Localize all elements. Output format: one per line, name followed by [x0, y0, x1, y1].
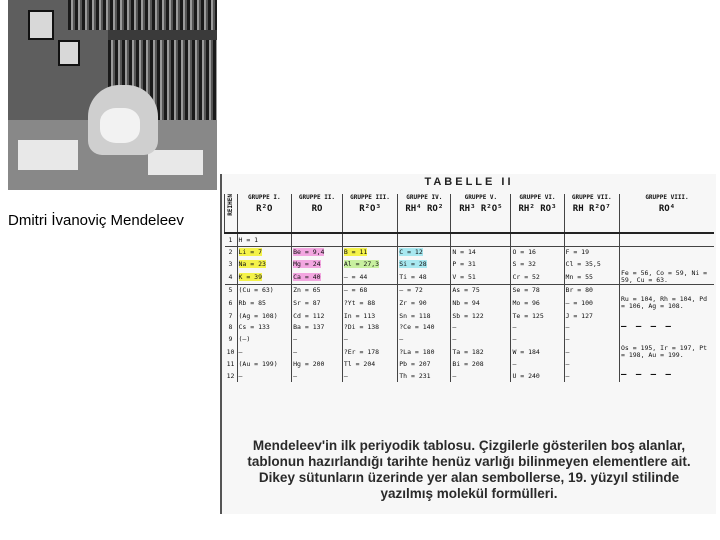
table-cell	[398, 345, 451, 359]
table-row	[225, 284, 715, 296]
table-cell	[564, 322, 619, 334]
table-row	[225, 296, 715, 310]
table-cell	[620, 370, 715, 382]
table-cell	[398, 246, 451, 258]
group-formula: RH² RO³	[518, 204, 557, 214]
element-entry: — = 68	[343, 286, 368, 295]
table-cell	[342, 310, 397, 322]
table-row	[225, 359, 715, 371]
periodic-table	[224, 194, 714, 382]
group-header-2	[292, 194, 343, 233]
element-entry: Sr = 87	[293, 299, 321, 307]
table-cell	[511, 233, 564, 246]
table-cell	[398, 333, 451, 345]
element-entry: —	[565, 360, 570, 369]
group-header-4	[398, 194, 451, 233]
group-name: GRUPPE II.	[298, 194, 336, 201]
row-number: 9	[228, 334, 233, 343]
table-cell	[564, 333, 619, 345]
group-formula: R²O	[256, 204, 273, 214]
table-row	[225, 310, 715, 322]
element-entry: H = 1	[238, 235, 259, 244]
table-row	[225, 246, 715, 258]
element-entry: Ru = 104, Rh = 104, Pd = 106, Ag = 108.	[621, 296, 708, 310]
group-formula: RO	[311, 204, 323, 214]
element-entry: Li = 7	[238, 248, 262, 257]
group-name: GRUPPE VII.	[571, 194, 612, 201]
group-formula: RH R²O⁷	[572, 204, 611, 214]
table-cell	[564, 246, 619, 258]
table-cell	[398, 233, 451, 246]
element-entry: — = 72	[399, 286, 423, 295]
table-cell	[511, 258, 564, 270]
element-entry: Ca = 40	[293, 272, 321, 281]
table-cell	[620, 333, 715, 345]
table-cell	[564, 258, 619, 270]
row-number: 4	[228, 272, 233, 281]
row-number: 12	[226, 371, 235, 380]
element-entry: Al = 27,3	[343, 259, 380, 268]
element-entry: Zr = 90	[399, 299, 427, 307]
element-entry: —	[238, 371, 243, 380]
element-entry: Na = 23	[238, 259, 266, 268]
element-entry: —	[512, 360, 517, 369]
table-cell	[451, 333, 511, 345]
table-cell	[237, 246, 292, 258]
table-title: TABELLE II	[424, 176, 514, 188]
element-entry: —	[238, 347, 243, 356]
table-cell	[451, 310, 511, 322]
element-entry: —	[452, 334, 457, 343]
table-cell	[342, 345, 397, 359]
photo-caption: Dmitri İvanoviç Mendeleev	[8, 212, 184, 229]
group-name: GRUPPE IV.	[406, 194, 443, 201]
element-entry: S = 32	[512, 259, 536, 268]
table-cell	[511, 270, 564, 285]
table-cell	[620, 246, 715, 258]
mendeleev-photo	[8, 0, 217, 190]
table-cell	[342, 233, 397, 246]
table-cell	[292, 258, 343, 270]
element-entry: —	[343, 334, 348, 343]
photo-paper	[148, 150, 203, 175]
table-note: Mendeleev'in ilk periyodik tablosu. Çizgilerle gösterilen boş alanlar, tablonun hazırlandığı tarihte henüz varlığı bilinmeyen elementlere ait. Dikey sütunların üzerinde yer alan sembollerse, 19. yüzyıl stilinde yazılmış molekül formülleri.	[247, 438, 691, 501]
table-cell	[620, 359, 715, 371]
element-entry: — = 44	[343, 272, 368, 281]
table-cell	[511, 296, 564, 310]
element-entry: Ba = 137	[293, 323, 325, 332]
element-entry: Se = 78	[512, 286, 540, 295]
element-entry: Sb = 122	[452, 311, 484, 320]
element-entry: ?Di = 138	[343, 323, 380, 332]
element-entry: (Au = 199)	[238, 360, 278, 369]
table-cell	[511, 370, 564, 382]
element-entry: Ti = 48	[399, 272, 427, 281]
element-entry: —	[512, 334, 517, 343]
element-entry: O = 16	[512, 248, 536, 257]
table-row	[225, 322, 715, 334]
table-cell	[292, 333, 343, 345]
photo-frame	[58, 40, 80, 66]
table-cell	[398, 322, 451, 334]
element-entry: F = 19	[565, 248, 590, 257]
photo-beard	[100, 108, 140, 143]
element-entry: Ta = 182	[452, 347, 484, 356]
element-entry: As = 75	[452, 286, 480, 295]
table-cell	[620, 296, 715, 310]
table-cell	[237, 345, 292, 359]
element-entry: Mo = 96	[512, 299, 540, 307]
element-entry: (—)	[238, 334, 251, 343]
row-number: 6	[228, 299, 233, 307]
table-cell	[451, 345, 511, 359]
table-row	[225, 333, 715, 345]
table-cell	[237, 284, 292, 296]
row-number: 8	[228, 323, 233, 332]
group-formula: RH⁴ RO²	[405, 204, 444, 214]
table-cell	[292, 359, 343, 371]
table-cell	[451, 296, 511, 310]
table-body	[225, 233, 715, 382]
element-entry: —	[565, 371, 570, 380]
element-entry: —	[399, 334, 404, 343]
table-cell	[342, 359, 397, 371]
element-entry: Si = 28	[399, 259, 427, 268]
group-formula: RH³ R²O⁵	[459, 204, 503, 214]
element-entry: Zn = 65	[293, 286, 321, 295]
table-cell	[451, 322, 511, 334]
element-entry: U = 240	[512, 371, 540, 380]
table-cell	[292, 370, 343, 382]
table-cell	[620, 233, 715, 246]
element-entry: In = 113	[343, 311, 376, 320]
group-formula: RO⁴	[658, 204, 676, 214]
element-entry: —	[343, 371, 348, 380]
table-cell	[398, 270, 451, 285]
table-cell	[451, 370, 511, 382]
row-number: 10	[226, 347, 235, 356]
table-cell	[292, 296, 343, 310]
table-cell	[564, 296, 619, 310]
table-cell	[237, 270, 292, 285]
row-header: REIHEN	[227, 194, 235, 216]
element-entry: Cl = 35,5	[565, 259, 601, 268]
table-cell	[237, 322, 292, 334]
table-header-row	[225, 194, 715, 233]
table-cell	[564, 370, 619, 382]
element-entry: P = 31	[452, 259, 476, 268]
table-cell	[511, 333, 564, 345]
element-entry: W = 184	[512, 347, 540, 356]
element-entry: —	[565, 334, 570, 343]
table-cell	[342, 246, 397, 258]
table-cell	[342, 322, 397, 334]
table-cell	[342, 370, 397, 382]
element-entry: V = 51	[452, 272, 476, 281]
table-row	[225, 233, 715, 246]
photo-frame	[28, 10, 54, 40]
element-entry: —	[565, 323, 570, 332]
table-cell	[451, 270, 511, 285]
table-cell	[511, 359, 564, 371]
element-entry: Cd = 112	[293, 311, 325, 320]
table-cell	[292, 310, 343, 322]
table-cell	[620, 310, 715, 322]
group-name: GRUPPE VIII.	[645, 194, 689, 201]
table-cell	[451, 258, 511, 270]
table-cell	[398, 370, 451, 382]
group-formula: R²O³	[359, 204, 381, 214]
element-entry: Nb = 94	[452, 299, 480, 307]
table-cell	[451, 359, 511, 371]
table-cell	[237, 296, 292, 310]
table-cell	[451, 246, 511, 258]
group-header-7	[564, 194, 619, 233]
table-cell	[237, 258, 292, 270]
table-row	[225, 258, 715, 270]
element-entry: ?La = 180	[399, 347, 435, 356]
element-entry: Be = 9,4	[293, 248, 325, 257]
group-name: GRUPPE III.	[350, 194, 390, 201]
table-cell	[620, 258, 715, 270]
table-cell	[620, 270, 715, 285]
table-cell	[511, 310, 564, 322]
table-cell	[237, 370, 292, 382]
element-entry: —	[512, 323, 517, 332]
table-cell	[511, 345, 564, 359]
photo-paper	[18, 140, 78, 170]
row-header-cell	[225, 194, 238, 233]
group-header-6	[511, 194, 564, 233]
group-header-3	[342, 194, 397, 233]
table-cell	[292, 284, 343, 296]
table-cell	[398, 310, 451, 322]
table-cell	[342, 258, 397, 270]
element-entry: —	[293, 347, 298, 356]
table-cell	[398, 359, 451, 371]
table-cell	[564, 270, 619, 285]
element-entry: ?Er = 178	[343, 347, 380, 356]
element-entry: Fe = 56, Co = 59, Ni = 59, Cu = 63.	[621, 269, 708, 284]
element-entry: ?Yt = 88	[343, 299, 376, 307]
element-entry: —	[293, 334, 298, 343]
element-entry: Br = 80	[565, 286, 593, 295]
group-header-8	[620, 194, 715, 233]
table-cell	[342, 333, 397, 345]
table-row	[225, 370, 715, 382]
table-cell	[451, 233, 511, 246]
table-cell	[292, 345, 343, 359]
table-cell	[620, 284, 715, 296]
element-entry: ?Ce = 140	[399, 323, 435, 332]
element-entry: Cr = 52	[512, 272, 540, 281]
row-number: 3	[228, 259, 233, 268]
table-cell	[451, 284, 511, 296]
element-entry: —	[452, 371, 457, 380]
element-entry: B = 11	[343, 248, 368, 257]
photo-bookshelf-top	[68, 0, 217, 30]
table-cell	[342, 284, 397, 296]
element-entry: Hg = 200	[293, 360, 325, 369]
table-cell	[564, 233, 619, 246]
table-cell	[398, 284, 451, 296]
element-entry: — = 100	[565, 299, 593, 307]
group-name: GRUPPE VI.	[519, 194, 556, 201]
element-entry: C = 12	[399, 248, 423, 257]
group-name: GRUPPE V.	[464, 194, 498, 201]
table-cell	[511, 322, 564, 334]
group-header-5	[451, 194, 511, 233]
table-cell	[292, 233, 343, 246]
table-cell	[620, 322, 715, 334]
element-entry: —	[293, 371, 298, 380]
table-cell	[511, 246, 564, 258]
group-header-1	[237, 194, 292, 233]
element-entry: Mg = 24	[293, 259, 321, 268]
table-cell	[237, 333, 292, 345]
table-cell	[237, 310, 292, 322]
element-entry: Sn = 118	[399, 311, 431, 320]
element-entry: —	[452, 323, 457, 332]
table-cell	[564, 284, 619, 296]
element-entry: J = 127	[565, 311, 593, 320]
table-cell	[620, 345, 715, 359]
table-cell	[342, 296, 397, 310]
table-cell	[398, 258, 451, 270]
periodic-table-scan	[220, 174, 716, 514]
table-row	[225, 345, 715, 359]
element-entry: Mn = 55	[565, 272, 593, 281]
element-entry: Tl = 204	[343, 360, 376, 369]
table-cell	[292, 322, 343, 334]
table-cell	[564, 359, 619, 371]
table-cell	[398, 296, 451, 310]
row-number: 5	[228, 286, 233, 295]
table-cell	[564, 345, 619, 359]
element-entry: Pb = 207	[399, 360, 431, 369]
element-entry: Th = 231	[399, 371, 431, 380]
element-entry: Te = 125	[512, 311, 544, 320]
element-entry: — — — —	[621, 370, 673, 381]
row-number: 1	[228, 235, 233, 244]
table-cell	[237, 233, 292, 246]
element-entry: Rb = 85	[238, 299, 266, 307]
table-cell	[292, 270, 343, 285]
table-row	[225, 270, 715, 285]
element-entry: K = 39	[238, 272, 262, 281]
row-number: 2	[228, 248, 233, 257]
element-entry: Os = 195, Ir = 197, Pt = 198, Au = 199.	[621, 344, 708, 359]
element-entry: — — — —	[621, 321, 673, 332]
table-cell	[511, 284, 564, 296]
element-entry: N = 14	[452, 248, 476, 257]
row-number: 11	[226, 360, 235, 369]
element-entry: —	[565, 347, 570, 356]
table-cell	[564, 310, 619, 322]
group-name: GRUPPE I.	[248, 194, 281, 201]
table-cell	[237, 359, 292, 371]
element-entry: (Ag = 108)	[238, 311, 278, 320]
element-entry: (Cu = 63)	[238, 286, 274, 295]
element-entry: Cs = 133	[238, 323, 270, 332]
table-cell	[292, 246, 343, 258]
row-number: 7	[228, 311, 233, 320]
element-entry: Bi = 208	[452, 360, 484, 369]
table-cell	[342, 270, 397, 285]
